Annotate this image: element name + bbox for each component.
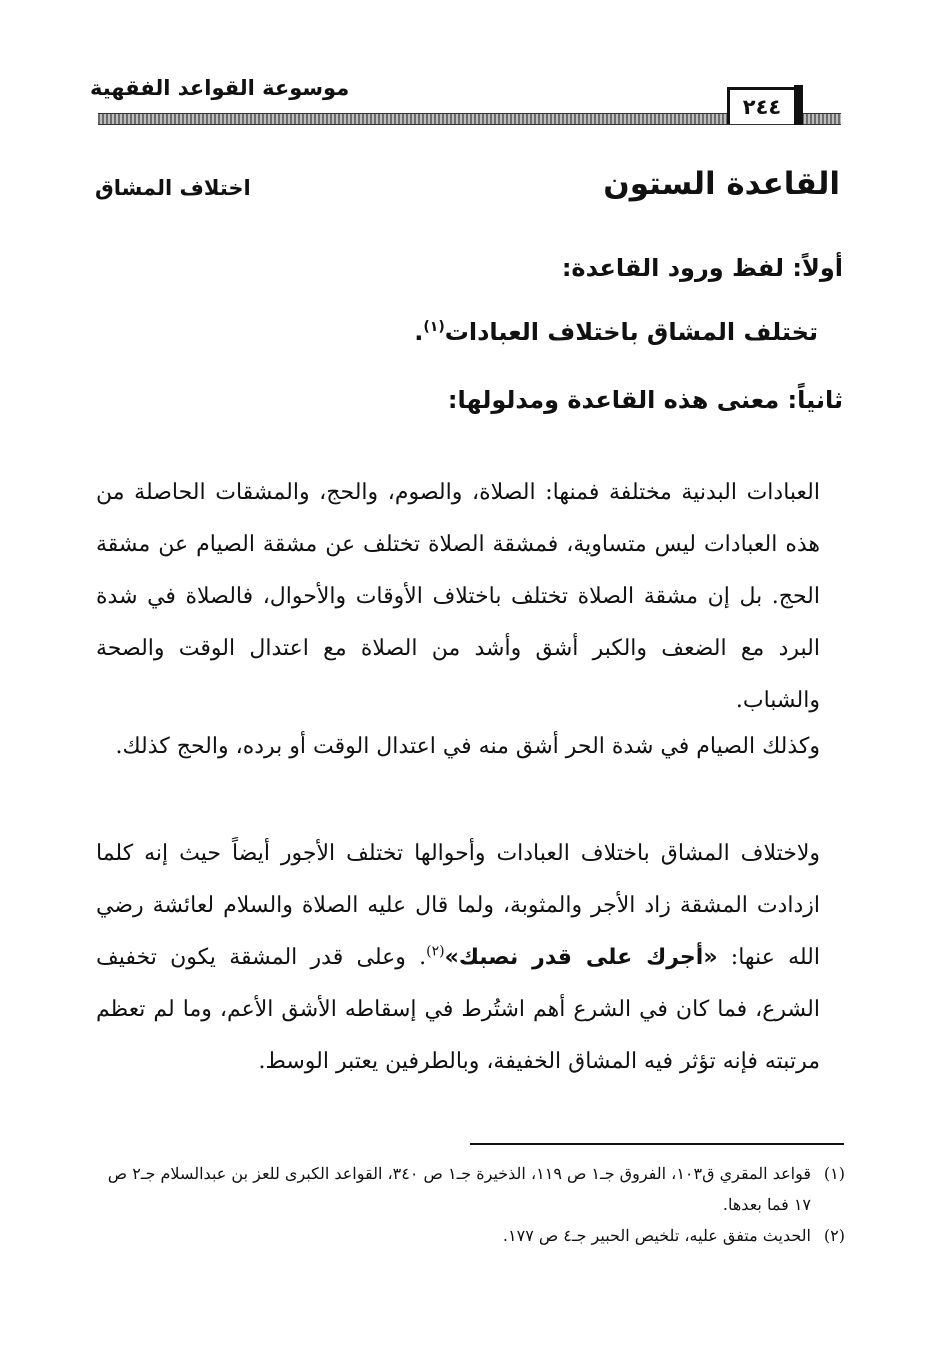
- footnote-text: الحديث متفق عليه، تلخيص الحبير جـ٤ ص ١٧٧.: [502, 1226, 811, 1245]
- paragraph-3-start: ولاختلاف المشاق باختلاف العبادات وأحوالها تختلف الأجور أيضاً حيث إنه كلما ازدادت المشقة زاد الأجر والمثوبة، ولما قال عليه الصلاة والسلام لعائشة رضي الله عنها:: [96, 841, 820, 970]
- paragraph-3-end: . وعلى قدر المشقة يكون تخفيف الشرع، فما كان في الشرع أهم اشتُرط في إسقاطه الأشق الأعم، وما لم تعظم مرتبته فإنه تؤثر فيه المشاق الخفيفة، وبالطرفين يعتبر الوسط.: [96, 945, 820, 1074]
- footnote-separator: [470, 1143, 844, 1145]
- rule-topic: اختلاف المشاق: [95, 176, 251, 200]
- section-heading-wording: أولاً: لفظ ورود القاعدة:: [561, 254, 843, 282]
- footnote-number: (١): [823, 1164, 845, 1183]
- hadith-quote: «أجرك على قدر نصبك»: [444, 945, 718, 970]
- rule-statement-end: .: [414, 318, 424, 346]
- paragraph-2: وكذلك الصيام في شدة الحر أشق منه في اعتدال الوقت أو برده، والحج كذلك.: [115, 734, 820, 759]
- footnote-text: قواعد المقري ق١٠٣، الفروق جـ١ ص ١١٩، الذخيرة جـ١ ص ٣٤٠، القواعد الكبرى للعز بن عبدالسلام جـ٢ ص ١٧ فما بعدها.: [107, 1164, 811, 1214]
- book-title: موسوعة القواعد الفقهية: [90, 76, 350, 100]
- paragraph-1: العبادات البدنية مختلفة فمنها: الصلاة، والصوم، والحج، والمشقات الحاصلة من هذه العبادات ليس متساوية، فمشقة الصلاة تختلف عن مشقة الصيام عن مشقة الحج. بل إن مشقة الصلاة تختلف باختلاف الأوقات والأحوال، فالصلاة في شدة البرد مع الضعف والكبر أشق وأشد من الصلاة مع اعتدال الوقت والصحة والشباب.: [96, 480, 820, 713]
- footnote-ref-2[interactable]: (٢): [426, 943, 445, 960]
- page-number-bar: [794, 85, 803, 125]
- footnote-number: (٢): [823, 1226, 845, 1245]
- page-number: ٢٤٤: [727, 87, 797, 124]
- rule-statement-text: تختلف المشاق باختلاف العبادات: [444, 318, 818, 346]
- rule-title: القاعدة الستون: [603, 166, 840, 202]
- footnote-1: [96, 1158, 845, 1220]
- footnote-2: [96, 1220, 845, 1251]
- rule-statement: [414, 318, 818, 346]
- paragraph-3: [96, 828, 820, 1088]
- section-heading-meaning: ثانياً: معنى هذه القاعدة ومدلولها:: [447, 386, 843, 414]
- footnote-ref-1[interactable]: (١): [423, 319, 445, 335]
- footnotes: [96, 1158, 845, 1251]
